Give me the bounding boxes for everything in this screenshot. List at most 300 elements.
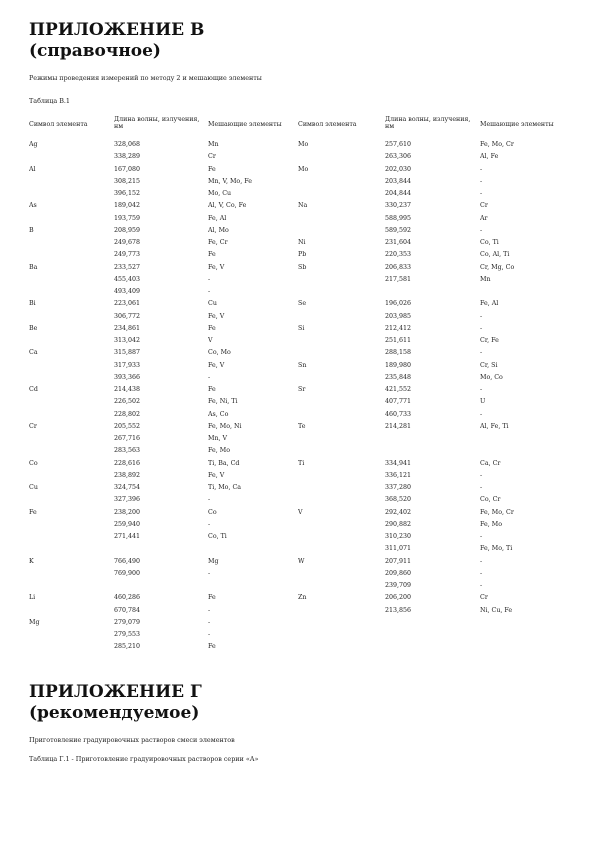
- interfering-elements-cell: -: [208, 631, 211, 638]
- table-row: [29, 286, 567, 298]
- wavelength-cell: 588,995: [385, 214, 412, 222]
- interfering-elements-cell: Fe: [208, 324, 216, 332]
- table-row: [29, 519, 567, 531]
- wavelength-cell: 235,848: [385, 373, 412, 381]
- appendix-b-description: Режимы проведения измерений по методу 2 и мешающие элементы: [29, 74, 262, 82]
- interfering-elements-cell: Fe: [208, 386, 216, 393]
- interfering-elements-cell: -: [480, 484, 483, 491]
- header-cell: Длина волны, излучения, нм: [385, 116, 471, 130]
- element-symbol-cell: [29, 519, 114, 531]
- element-symbol-cell: [298, 543, 385, 555]
- element-symbol-cell: [298, 494, 385, 506]
- element-symbol-cell: Bi: [29, 300, 36, 308]
- wavelength-cell: 327,396: [114, 496, 141, 504]
- interfering-elements-cell: Mn: [480, 275, 491, 283]
- interfering-elements-cell: Fe, Mo: [480, 520, 502, 528]
- element-symbol-cell: [29, 311, 114, 323]
- wavelength-cell: 238,892: [114, 471, 141, 479]
- interfering-elements-cell: Mo, Cu: [208, 190, 232, 197]
- wavelength-cell: 368,520: [385, 496, 412, 504]
- interfering-elements-cell: Ti, Mo, Ca: [208, 484, 242, 491]
- element-symbol-cell: [29, 335, 114, 347]
- wavelength-cell: 308,215: [114, 177, 141, 185]
- interfering-elements-cell: [480, 641, 567, 653]
- interfering-elements-cell: -: [480, 226, 483, 234]
- wavelength-cell: 407,771: [385, 398, 412, 406]
- element-symbol-cell: B: [29, 226, 34, 234]
- header-cell: Символ элемента: [29, 121, 88, 128]
- interfering-elements-cell: Cr: [480, 202, 488, 210]
- element-symbol-cell: [298, 372, 385, 384]
- wavelength-cell: 249,678: [114, 239, 141, 246]
- table-row: [29, 531, 567, 543]
- interfering-elements-cell: Cr, Mg, Co: [480, 263, 515, 271]
- interfering-elements-cell: V: [208, 337, 213, 344]
- interfering-elements-cell: Fe, V: [208, 263, 225, 271]
- wavelength-cell: 766,490: [114, 557, 141, 565]
- interfering-elements-cell: Fe: [208, 251, 216, 259]
- interfering-elements-cell: Fe, Mo, Cr: [480, 508, 514, 516]
- wavelength-cell: 251,611: [385, 337, 412, 344]
- element-symbol-cell: Cu: [29, 484, 38, 491]
- wavelength-cell: 328,068: [114, 141, 141, 148]
- element-symbol-cell: Ca: [29, 349, 38, 357]
- wavelength-cell: 330,237: [385, 202, 412, 210]
- element-symbol-cell: [298, 347, 385, 359]
- interfering-elements-cell: Ar: [480, 214, 488, 222]
- table-row: [29, 372, 567, 384]
- element-symbol-cell: Te: [298, 422, 306, 430]
- interfering-elements-cell: -: [208, 618, 211, 626]
- table-row: [29, 605, 567, 617]
- table-row: [29, 164, 567, 176]
- element-symbol-cell: [298, 286, 385, 298]
- wavelength-cell: 288,158: [385, 349, 412, 357]
- interfering-elements-cell: Co, Ti: [480, 239, 499, 246]
- interfering-elements-cell: -: [480, 471, 483, 479]
- element-symbol-cell: [29, 433, 114, 445]
- element-symbol-cell: Mg: [29, 618, 40, 626]
- interfering-elements-cell: -: [208, 606, 211, 614]
- wavelength-cell: 271,441: [114, 533, 141, 540]
- interfering-elements-cell: -: [208, 496, 211, 504]
- wavelength-cell: 259,940: [114, 520, 141, 528]
- wavelength-cell: 292,402: [385, 508, 412, 516]
- interfering-elements-cell: Ti, Ba, Cd: [208, 459, 240, 467]
- wavelength-cell: 196,026: [385, 300, 412, 308]
- wavelength-cell: 228,616: [114, 459, 141, 467]
- wavelength-cell: 337,280: [385, 484, 412, 491]
- header-cell: Мешающие элементы: [480, 121, 554, 128]
- appendix-g-title: ПРИЛОЖЕНИЕ Г: [29, 682, 202, 702]
- element-symbol-cell: [298, 213, 385, 225]
- element-symbol-cell: [298, 629, 385, 641]
- wavelength-cell: 208,959: [114, 226, 141, 234]
- element-symbol-cell: [29, 213, 114, 225]
- wavelength-cell: 263,306: [385, 153, 412, 161]
- interfering-elements-cell: Fe, Al: [208, 214, 227, 222]
- appendix-g-description: Приготовление градуировочных растворов смеси элементов: [29, 736, 235, 744]
- element-symbol-cell: Co: [29, 459, 38, 467]
- element-symbol-cell: W: [298, 557, 305, 565]
- table-row: [29, 176, 567, 188]
- interfering-elements-cell: -: [208, 373, 211, 381]
- interfering-elements-cell: -: [480, 165, 483, 173]
- table-row: [29, 225, 567, 237]
- interfering-elements-cell: -: [480, 177, 483, 185]
- appendix-g-subtitle: (рекомендуемое): [29, 703, 200, 723]
- interfering-elements-cell: -: [208, 275, 211, 283]
- element-symbol-cell: [29, 580, 114, 592]
- wavelength-cell: 285,210: [114, 643, 141, 651]
- appendix-g-table-caption: Таблица Г.1 - Приготовление градуировочных растворов серии «А»: [29, 755, 259, 763]
- wavelength-cell: 207,911: [385, 557, 412, 565]
- wavelength-cell: 283,563: [114, 447, 141, 455]
- interfering-elements-cell: -: [480, 582, 483, 589]
- element-symbol-cell: [298, 151, 385, 163]
- wavelength-cell: 670,784: [114, 606, 141, 614]
- wavelength-cell: 189,980: [385, 361, 412, 369]
- table-row: [29, 213, 567, 225]
- interfering-elements-cell: -: [480, 533, 483, 540]
- table-row: [29, 188, 567, 200]
- wavelength-cell: [385, 641, 480, 653]
- wavelength-cell: 205,552: [114, 422, 141, 430]
- table-row: [29, 445, 567, 457]
- interfering-elements-cell: Fe: [208, 165, 216, 173]
- element-symbol-cell: K: [29, 557, 34, 565]
- interfering-elements-cell: As, Co: [208, 410, 229, 418]
- interfering-elements-cell: Fe, V: [208, 312, 225, 320]
- interfering-elements-cell: Co, Mo: [208, 349, 231, 357]
- table-row: [29, 360, 567, 372]
- wavelength-cell: 589,592: [385, 226, 412, 234]
- wavelength-cell: 334,941: [385, 459, 412, 467]
- table-row: [29, 641, 567, 653]
- element-symbol-cell: Sb: [298, 263, 307, 271]
- element-symbol-cell: Al: [29, 165, 36, 173]
- element-symbol-cell: [298, 335, 385, 347]
- element-symbol-cell: [29, 629, 114, 641]
- table-row: [29, 592, 567, 604]
- wavelength-cell: 310,230: [385, 533, 412, 540]
- table-row: [29, 556, 567, 568]
- table-row: [29, 347, 567, 359]
- wavelength-cell: 214,281: [385, 422, 412, 430]
- interfering-elements-cell: Fe: [208, 594, 216, 602]
- wavelength-cell: 279,553: [114, 631, 141, 638]
- element-symbol-cell: [298, 445, 385, 457]
- table-row: [29, 482, 567, 494]
- interfering-elements-cell: Fe, Cr: [208, 239, 228, 246]
- table-row: [29, 237, 567, 249]
- element-symbol-cell: [29, 249, 114, 261]
- table-row: [29, 311, 567, 323]
- table-row: [29, 262, 567, 274]
- wavelength-cell: 338,289: [114, 153, 141, 161]
- table-row: [29, 494, 567, 506]
- interfering-elements-cell: -: [480, 324, 483, 332]
- wavelength-cell: 306,772: [114, 312, 141, 320]
- element-symbol-cell: Na: [298, 202, 308, 210]
- header-cell: Символ элемента: [298, 121, 357, 128]
- element-symbol-cell: Fe: [29, 508, 37, 516]
- element-symbol-cell: [298, 605, 385, 617]
- element-symbol-cell: Cd: [29, 386, 38, 393]
- interfering-elements-cell: -: [480, 190, 483, 197]
- element-symbol-cell: [29, 641, 114, 653]
- element-symbol-cell: Se: [298, 300, 307, 308]
- table-row: [29, 335, 567, 347]
- wavelength-cell: 203,844: [385, 177, 412, 185]
- table-row: [29, 323, 567, 335]
- table-row: [29, 568, 567, 580]
- interfering-elements-cell: -: [480, 569, 483, 577]
- wavelength-cell: [385, 286, 480, 298]
- element-symbol-cell: [29, 568, 114, 580]
- interfering-elements-cell: Al, Fe, Ti: [480, 422, 509, 430]
- element-symbol-cell: [29, 470, 114, 482]
- interfering-elements-cell: Fe: [208, 643, 216, 651]
- element-symbol-cell: [29, 274, 114, 286]
- table-row: [29, 396, 567, 408]
- element-symbol-cell: [298, 274, 385, 286]
- wavelength-cell: 233,527: [114, 263, 141, 271]
- element-symbol-cell: As: [29, 202, 37, 210]
- table-row: [29, 433, 567, 445]
- wavelength-cell: 209,860: [385, 569, 412, 577]
- element-symbol-cell: Cr: [29, 422, 37, 430]
- wavelength-cell: 223,061: [114, 300, 141, 308]
- element-symbol-cell: [29, 286, 114, 298]
- table-row: [29, 409, 567, 421]
- wavelength-cell: 206,833: [385, 263, 412, 271]
- table-row: [29, 249, 567, 261]
- interfering-elements-cell: Cr, Si: [480, 361, 498, 369]
- interfering-elements-cell: -: [208, 569, 211, 577]
- element-symbol-cell: [298, 641, 385, 653]
- element-symbol-cell: [298, 580, 385, 592]
- table-row: [29, 274, 567, 286]
- interfering-elements-cell: -: [208, 288, 211, 295]
- interfering-elements-cell: Fe, Al: [480, 300, 499, 308]
- table-row: [29, 617, 567, 629]
- element-symbol-cell: [298, 225, 385, 237]
- table-row: [29, 151, 567, 163]
- wavelength-cell: 206,200: [385, 594, 412, 602]
- interfering-elements-cell: Fe, Mo, Ni: [208, 422, 242, 430]
- wavelength-cell: 213,856: [385, 606, 412, 614]
- interfering-elements-cell: -: [208, 520, 211, 528]
- wavelength-cell: 202,030: [385, 165, 412, 173]
- interfering-elements-cell: Ca, Cr: [480, 459, 501, 467]
- interfering-elements-cell: Al, Fe: [480, 153, 499, 161]
- element-symbol-cell: Ag: [29, 141, 38, 148]
- interference-table: [29, 116, 567, 654]
- interfering-elements-cell: -: [480, 312, 483, 320]
- wavelength-cell: 239,709: [385, 582, 412, 589]
- element-symbol-cell: [29, 445, 114, 457]
- element-symbol-cell: [29, 188, 114, 200]
- element-symbol-cell: [29, 237, 114, 249]
- interfering-elements-cell: Co, Cr: [480, 496, 501, 504]
- wavelength-cell: 313,042: [114, 337, 141, 344]
- wavelength-cell: 189,042: [114, 202, 141, 210]
- wavelength-cell: 249,773: [114, 251, 141, 259]
- element-symbol-cell: [29, 372, 114, 384]
- element-symbol-cell: [298, 617, 385, 629]
- interfering-elements-cell: Fe, V: [208, 471, 225, 479]
- element-symbol-cell: Li: [29, 594, 36, 602]
- element-symbol-cell: Pb: [298, 251, 307, 259]
- interfering-elements-cell: Mn: [208, 141, 219, 148]
- element-symbol-cell: [298, 396, 385, 408]
- element-symbol-cell: [298, 188, 385, 200]
- wavelength-cell: 460,286: [114, 594, 141, 602]
- wavelength-cell: 455,403: [114, 275, 141, 283]
- wavelength-cell: 228,802: [114, 410, 141, 418]
- element-symbol-cell: [298, 568, 385, 580]
- table-row: [29, 458, 567, 470]
- wavelength-cell: 460,733: [385, 410, 412, 418]
- interfering-elements-cell: [208, 543, 298, 555]
- element-symbol-cell: [29, 396, 114, 408]
- element-symbol-cell: [29, 151, 114, 163]
- wavelength-cell: 226,502: [114, 398, 141, 406]
- interfering-elements-cell: Fe, V: [208, 361, 225, 369]
- table-row: [29, 139, 567, 151]
- table-row: [29, 543, 567, 555]
- table-body: [29, 139, 567, 654]
- element-symbol-cell: Sr: [298, 386, 306, 393]
- wavelength-cell: 257,610: [385, 141, 412, 148]
- interfering-elements-cell: [208, 580, 298, 592]
- table-row: [29, 580, 567, 592]
- appendix-b-subtitle: (справочное): [29, 41, 161, 61]
- element-symbol-cell: [29, 409, 114, 421]
- table-row: [29, 470, 567, 482]
- interfering-elements-cell: Al, Mo: [208, 226, 229, 234]
- element-symbol-cell: Si: [298, 324, 305, 332]
- wavelength-cell: 493,409: [114, 288, 141, 295]
- interfering-elements-cell: U: [480, 398, 486, 406]
- wavelength-cell: [114, 580, 208, 592]
- interfering-elements-cell: [480, 445, 567, 457]
- element-symbol-cell: [298, 176, 385, 188]
- wavelength-cell: 279,079: [114, 618, 141, 626]
- wavelength-cell: 231,604: [385, 239, 412, 246]
- element-symbol-cell: Ba: [29, 263, 38, 271]
- element-symbol-cell: [298, 519, 385, 531]
- table-row: [29, 421, 567, 433]
- table-row: [29, 298, 567, 310]
- element-symbol-cell: [29, 543, 114, 555]
- appendix-b-title: ПРИЛОЖЕНИЕ В: [29, 20, 205, 40]
- interfering-elements-cell: Mn, V: [208, 435, 228, 442]
- interfering-elements-cell: Cr, Fe: [480, 337, 499, 344]
- element-symbol-cell: [29, 494, 114, 506]
- wavelength-cell: [385, 433, 480, 445]
- interfering-elements-cell: Co: [208, 508, 217, 516]
- element-symbol-cell: [298, 409, 385, 421]
- interfering-elements-cell: -: [480, 557, 483, 565]
- wavelength-cell: 167,080: [114, 165, 141, 173]
- table-row: [29, 629, 567, 641]
- interfering-elements-cell: Cr: [480, 594, 488, 602]
- wavelength-cell: [385, 445, 480, 457]
- element-symbol-cell: [29, 176, 114, 188]
- interfering-elements-cell: Ni, Cu, Fe: [480, 606, 513, 614]
- wavelength-cell: [385, 617, 480, 629]
- appendix-b-table-caption: Таблица В.1: [29, 97, 70, 105]
- wavelength-cell: 311,071: [385, 545, 412, 553]
- element-symbol-cell: [29, 531, 114, 543]
- interfering-elements-cell: -: [480, 386, 483, 393]
- interfering-elements-cell: -: [480, 349, 483, 357]
- wavelength-cell: 217,581: [385, 275, 412, 283]
- interfering-elements-cell: Al, V, Co, Fe: [208, 202, 247, 210]
- interfering-elements-cell: Fe, Mo, Cr: [480, 141, 514, 148]
- interfering-elements-cell: Mg: [208, 557, 219, 565]
- interfering-elements-cell: Mo, Co: [480, 373, 503, 381]
- wavelength-cell: 336,121: [385, 471, 412, 479]
- wavelength-cell: 290,882: [385, 520, 412, 528]
- table-row: [29, 384, 567, 396]
- interfering-elements-cell: Cu: [208, 300, 217, 308]
- wavelength-cell: 238,200: [114, 508, 141, 516]
- wavelength-cell: 315,887: [114, 349, 141, 357]
- wavelength-cell: [114, 543, 208, 555]
- table-row: [29, 200, 567, 212]
- element-symbol-cell: Mo: [298, 165, 309, 173]
- wavelength-cell: 204,844: [385, 190, 412, 197]
- element-symbol-cell: [29, 360, 114, 372]
- interfering-elements-cell: Fe, Mo: [208, 447, 230, 455]
- wavelength-cell: 421,552: [385, 386, 412, 393]
- wavelength-cell: 193,759: [114, 214, 141, 222]
- element-symbol-cell: [298, 531, 385, 543]
- wavelength-cell: 317,933: [114, 361, 141, 369]
- element-symbol-cell: V: [298, 508, 303, 516]
- element-symbol-cell: Be: [29, 324, 38, 332]
- interfering-elements-cell: -: [480, 410, 483, 418]
- interfering-elements-cell: [480, 629, 567, 641]
- interfering-elements-cell: Co, Ti: [208, 533, 227, 540]
- header-cell: Мешающие элементы: [208, 121, 282, 128]
- table-header-row: [29, 116, 567, 139]
- wavelength-cell: 214,438: [114, 386, 141, 393]
- interfering-elements-cell: Co, Al, Ti: [480, 251, 510, 259]
- wavelength-cell: 212,412: [385, 324, 412, 332]
- element-symbol-cell: [298, 482, 385, 494]
- wavelength-cell: 203,985: [385, 312, 412, 320]
- element-symbol-cell: [29, 605, 114, 617]
- element-symbol-cell: Mo: [298, 141, 309, 148]
- interfering-elements-cell: Cr: [208, 153, 216, 161]
- element-symbol-cell: Sn: [298, 361, 307, 369]
- element-symbol-cell: [298, 433, 385, 445]
- element-symbol-cell: Ti: [298, 459, 305, 467]
- interfering-elements-cell: [480, 433, 567, 445]
- wavelength-cell: 396,152: [114, 190, 141, 197]
- wavelength-cell: 393,366: [114, 373, 141, 381]
- wavelength-cell: 220,353: [385, 251, 412, 259]
- interfering-elements-cell: [480, 617, 567, 629]
- interfering-elements-cell: Fe, Ni, Ti: [208, 398, 238, 406]
- element-symbol-cell: [298, 311, 385, 323]
- wavelength-cell: 234,861: [114, 324, 141, 332]
- interfering-elements-cell: [480, 286, 567, 298]
